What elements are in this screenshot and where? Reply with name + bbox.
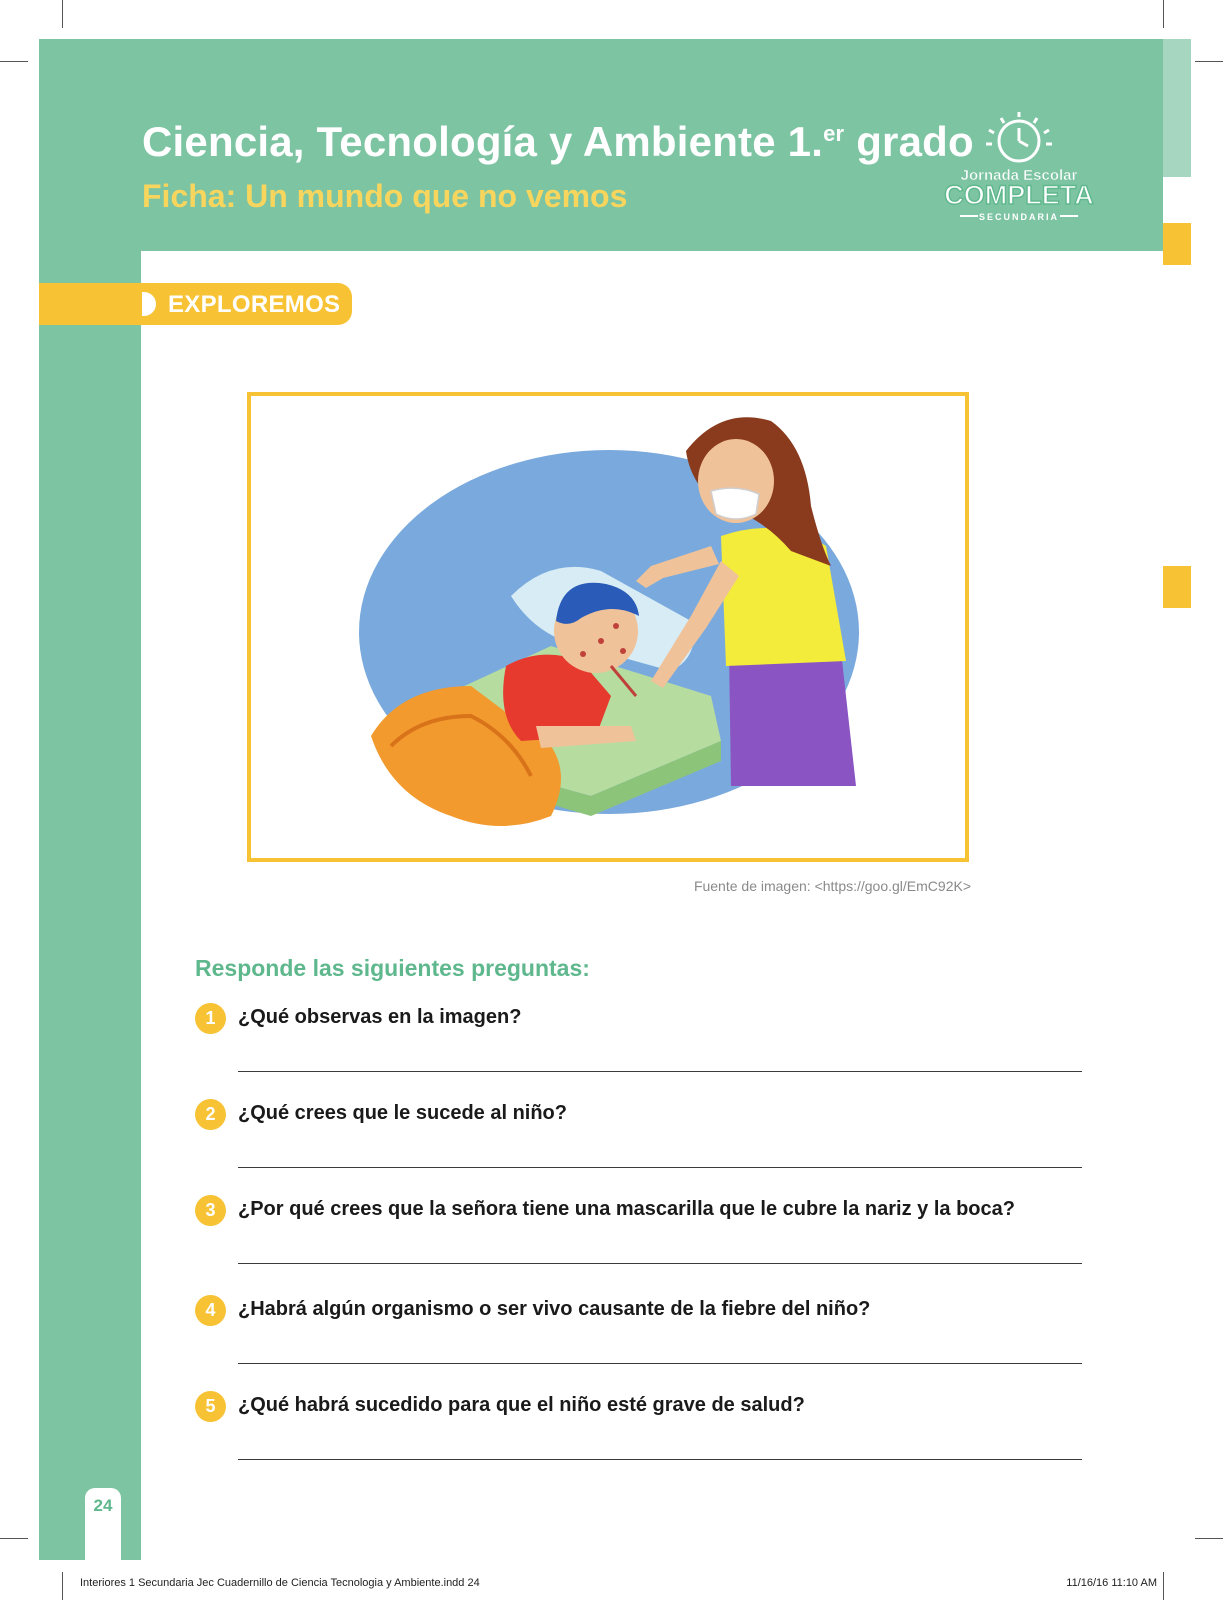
crop-mark <box>0 61 28 62</box>
image-source-caption: Fuente de imagen: <https://goo.gl/EmC92K> <box>693 878 971 894</box>
question-text: ¿Habrá algún organismo o ser vivo causante de la fiebre del niño? <box>238 1298 871 1320</box>
question-text: ¿Qué habrá sucedido para que el niño esté grave de salud? <box>238 1394 805 1416</box>
crop-mark <box>0 1538 28 1539</box>
answer-line[interactable] <box>238 1459 1082 1460</box>
svg-text:Jornada Escolar: Jornada Escolar <box>960 167 1078 184</box>
crop-mark <box>1195 61 1223 62</box>
file-slug: Interiores 1 Secundaria Jec Cuadernillo de Ciencia Tecnologia y Ambiente.indd 24 <box>80 1577 480 1589</box>
crop-mark <box>1195 1538 1223 1539</box>
question-text: ¿Qué crees que le sucede al niño? <box>238 1102 567 1124</box>
svg-text:SECUNDARIA: SECUNDARIA <box>978 212 1060 222</box>
question-number-badge: 3 <box>195 1195 226 1226</box>
print-datetime: 11/16/16 11:10 AM <box>1066 1577 1157 1589</box>
answer-line[interactable] <box>238 1263 1082 1264</box>
crop-mark <box>1163 1572 1164 1600</box>
crop-mark <box>62 1572 63 1600</box>
sick-child-illustration <box>251 396 965 858</box>
section-label: EXPLOREMOS <box>168 291 341 318</box>
answer-line[interactable] <box>238 1071 1082 1072</box>
title-end: grado <box>856 118 974 165</box>
jornada-escolar-completa-logo <box>944 108 1094 226</box>
question-number-badge: 1 <box>195 1003 226 1034</box>
question-number-badge: 5 <box>195 1391 226 1422</box>
illustration-frame <box>247 392 969 862</box>
answer-line[interactable] <box>238 1167 1082 1168</box>
edge-tab <box>1163 223 1191 265</box>
page-number: 24 <box>93 1496 113 1515</box>
edge-strip <box>1163 39 1191 177</box>
answer-line[interactable] <box>238 1363 1082 1364</box>
edge-tab <box>1163 566 1191 608</box>
questions-heading: Responde las siguientes preguntas: <box>195 955 590 981</box>
crop-mark <box>62 0 63 28</box>
question-text: ¿Por qué crees que la señora tiene una mascarilla que le cubre la nariz y la boca? <box>238 1198 1015 1220</box>
title-main: Ciencia, Tecnología y Ambiente 1. <box>142 118 824 165</box>
sun-clock-icon <box>986 112 1052 161</box>
page-subtitle: Ficha: Un mundo que no vemos <box>142 178 628 214</box>
question-text: ¿Qué observas en la imagen? <box>238 1006 522 1028</box>
page-title <box>142 118 974 166</box>
crop-mark <box>1163 0 1164 28</box>
question-number-badge: 2 <box>195 1099 226 1130</box>
title-superscript: er <box>823 121 845 146</box>
question-number-badge: 4 <box>195 1295 226 1326</box>
side-band <box>39 251 141 1560</box>
svg-text:COMPLETA: COMPLETA <box>944 180 1094 210</box>
